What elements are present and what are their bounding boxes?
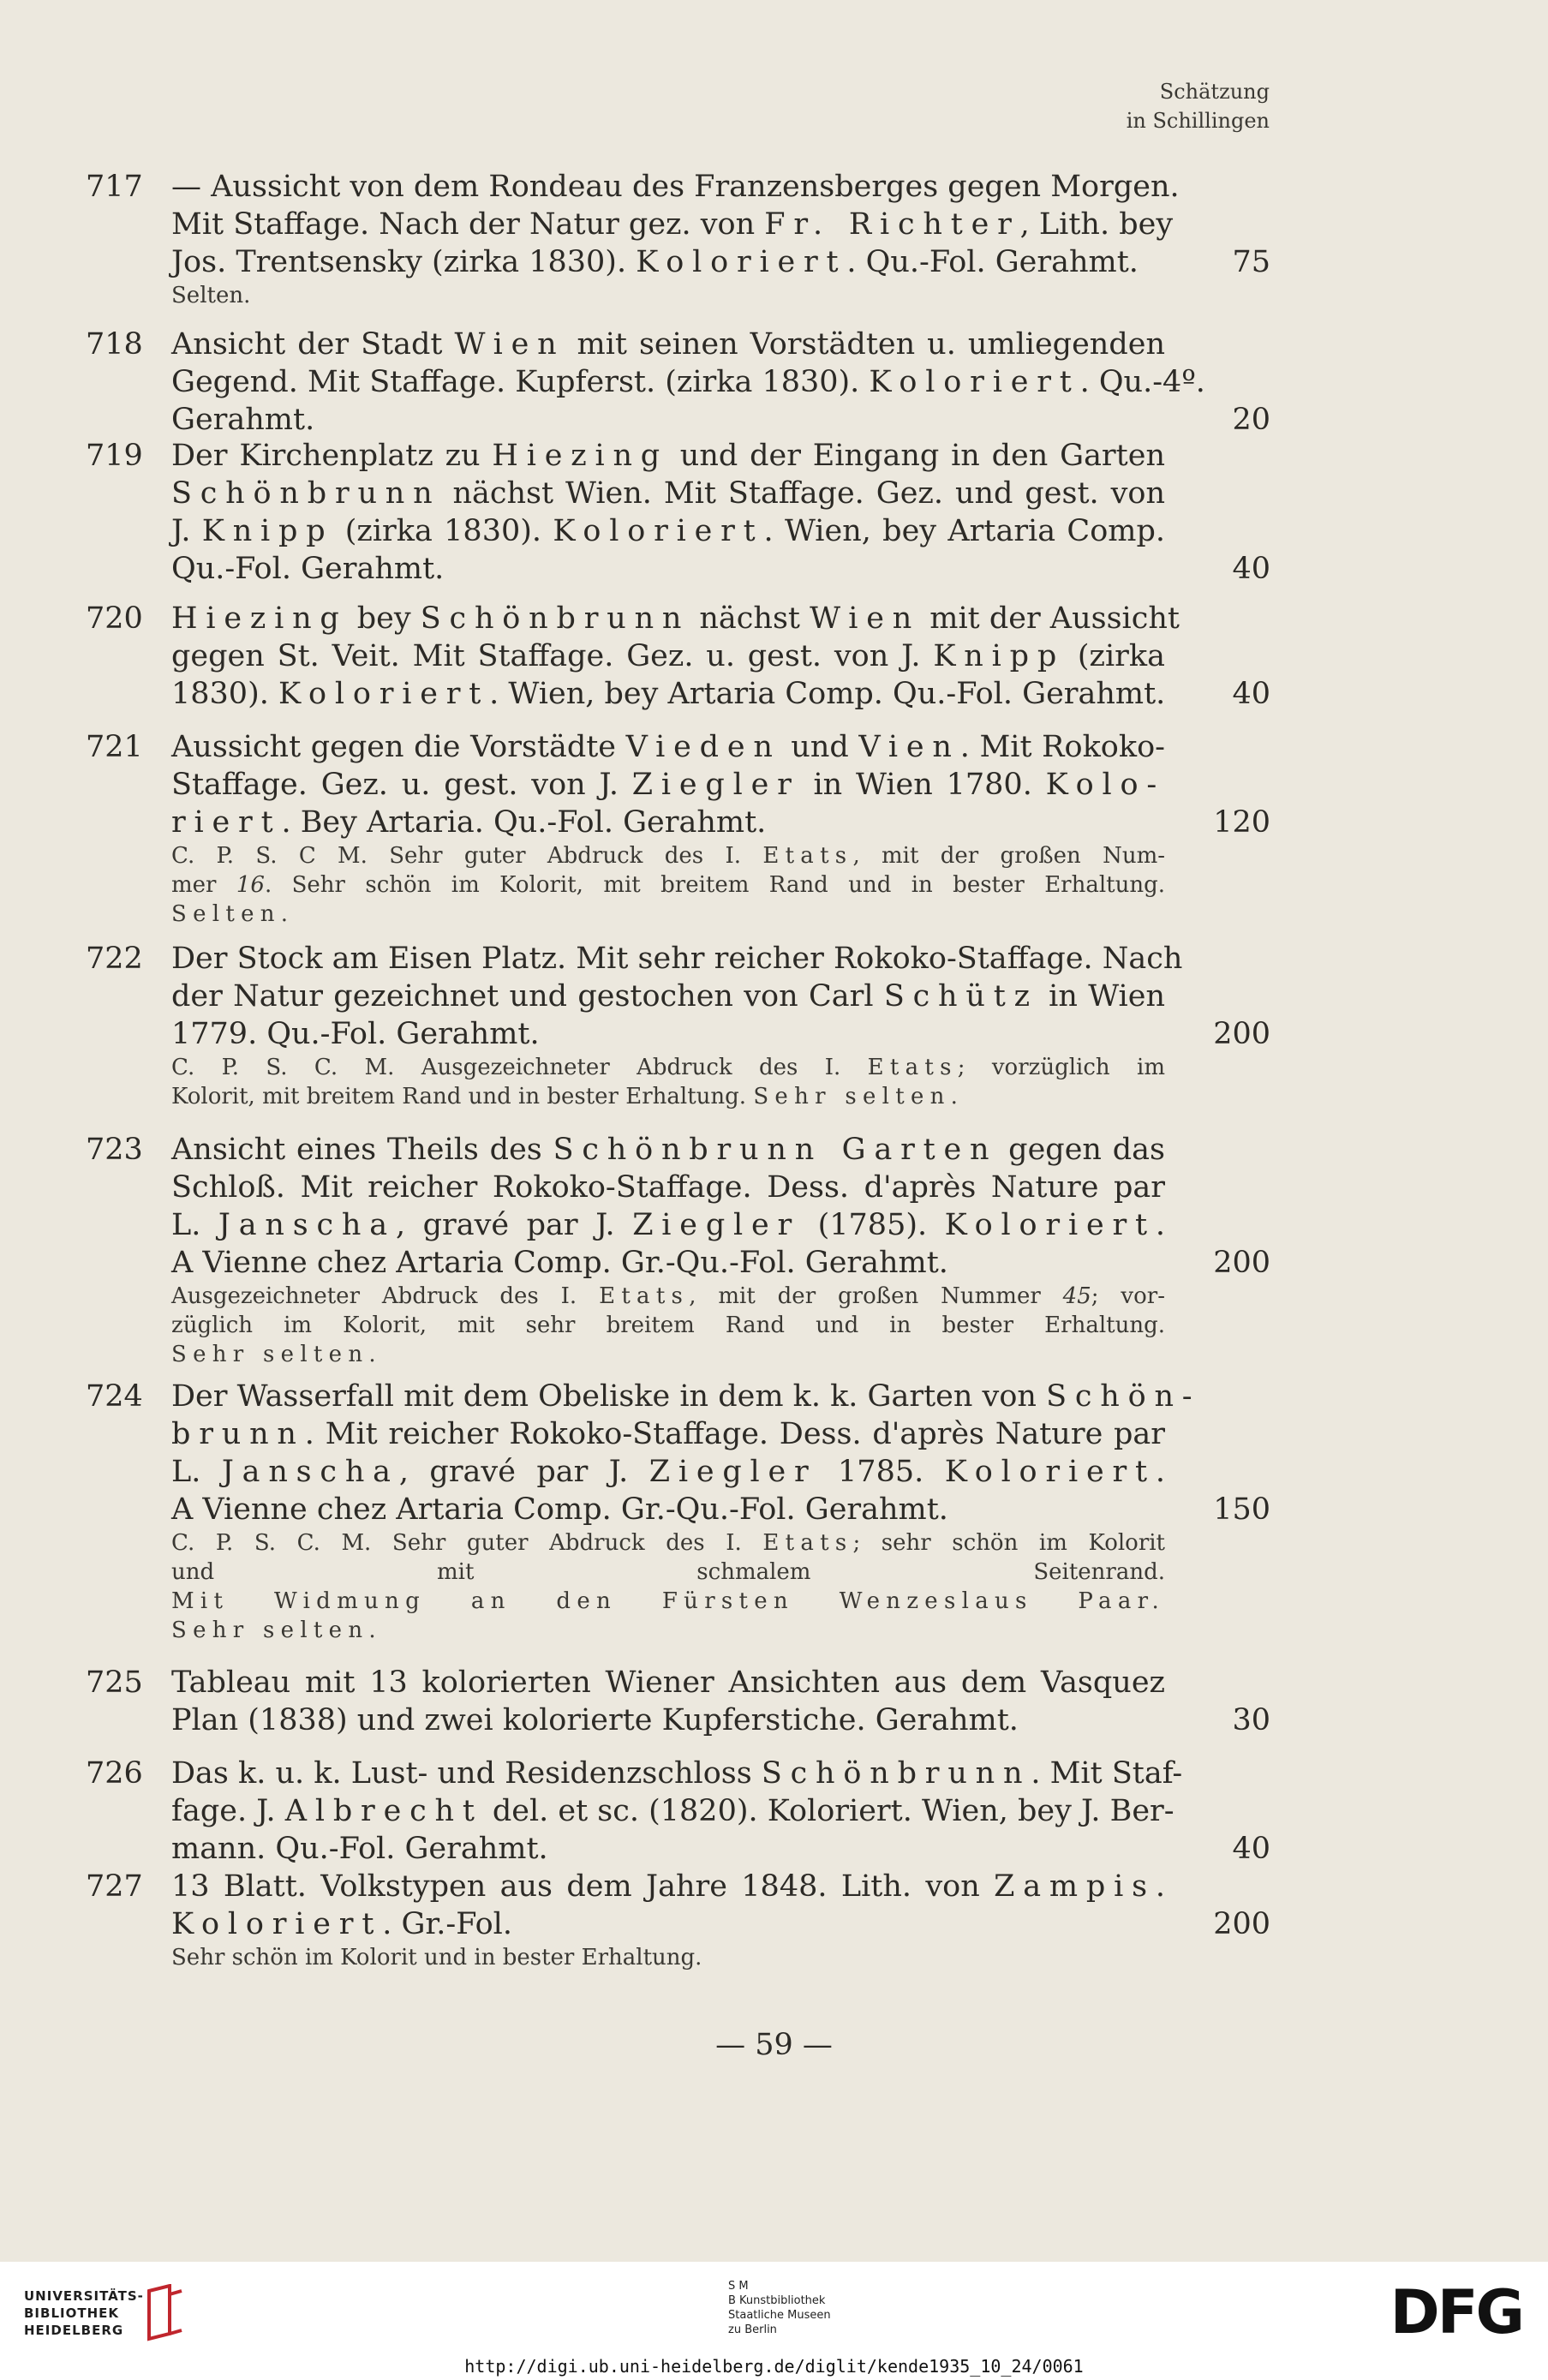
estimate-price: 150 (1213, 1492, 1270, 1527)
description-line (171, 1830, 1165, 1868)
text-segment: Koloriert (171, 1907, 383, 1941)
estimate-price: 200 (1213, 1017, 1270, 1051)
condition-note-line (171, 841, 1165, 870)
text-segment: Koloriert (944, 1208, 1156, 1242)
text-segment: Koloriert (553, 514, 764, 548)
entry-description (171, 1755, 1183, 1868)
note-segment: . Sehr schön im Kolorit, mit breitem Rand und in bester Erhaltung. (264, 872, 1166, 898)
price-column-header (1127, 77, 1270, 135)
text-segment: Wien (810, 601, 921, 636)
note-segment: Etats (762, 1530, 853, 1556)
note-segment: züglich im Kolorit, mit sehr breitem Rand und in bester Erhaltung. (171, 1313, 1165, 1338)
text-segment: gegen St. Veit. Mit Staffage. Gez. u. gest. von J. (171, 639, 934, 673)
condition-note-line (171, 870, 1165, 900)
text-segment: A Vienne chez Artaria Comp. Gr.-Qu.-Fol. Gerahmt. (171, 1492, 948, 1527)
text-segment: — Aussicht von dem Rondeau des Franzensberges gegen Morgen. (171, 170, 1180, 204)
text-segment: Koloriert (278, 677, 490, 711)
description-line (171, 1755, 1183, 1792)
uni-line-3: HEIDELBERG (24, 2323, 124, 2338)
description-line (171, 206, 1174, 243)
entry-description (171, 168, 1180, 310)
description-line (171, 675, 1165, 713)
description-line (171, 1415, 1165, 1453)
description-line (171, 1453, 1165, 1491)
text-segment: 1785. (816, 1455, 945, 1489)
description-line (171, 437, 1165, 475)
description-line (171, 512, 1165, 550)
text-segment: 13 Blatt. Volkstypen aus dem Jahre 1848. Lith. von (171, 1869, 995, 1904)
text-segment: Schönbrunn (171, 476, 441, 511)
text-segment: (zirka 1830). (333, 514, 553, 548)
text-segment: 1779. Qu.-Fol. Gerahmt. (171, 1017, 540, 1051)
description-line (171, 1378, 1201, 1415)
text-segment: Koloriert (636, 245, 847, 279)
note-segment: Etats (762, 843, 853, 869)
entry-number: 719 (86, 439, 143, 473)
text-segment: in Wien 1780. (799, 768, 1046, 802)
text-segment: in Wien (1037, 979, 1165, 1014)
digitization-footer (0, 2262, 1548, 2380)
header-line-1: Schätzung (1159, 80, 1270, 104)
description-line (171, 243, 1165, 281)
text-segment: Knipp (933, 639, 1066, 673)
text-segment: fage. J. (171, 1794, 285, 1828)
university-mark-icon (144, 2284, 187, 2344)
entry-number: 722 (86, 942, 143, 976)
condition-note-line (171, 1558, 1165, 1587)
text-segment: Jos. Trentsensky (zirka 1830). (171, 245, 637, 279)
entry-number: 726 (86, 1756, 143, 1791)
text-segment: und (780, 730, 859, 764)
note-segment: Sehr selten. (171, 1618, 382, 1643)
text-segment: . Wien, bey Artaria Comp. Qu.-Fol. Gerahmt. (489, 677, 1166, 711)
text-segment: . Qu.-4º. (1079, 365, 1205, 399)
estimate-price: 20 (1232, 403, 1270, 437)
note-segment: C. P. S. C. M. Sehr guter Abdruck des I. (171, 1530, 763, 1556)
description-line (171, 1206, 1165, 1244)
estimate-price: 40 (1232, 677, 1270, 711)
description-line (171, 766, 1165, 804)
note-segment: und mit schmalem Seitenrand. (171, 1559, 1165, 1585)
text-segment: riert (171, 805, 282, 840)
note-segment: 16 (236, 872, 265, 898)
note-segment: Kolorit, mit breitem Rand und in bester Erhaltung. (171, 1084, 754, 1109)
entry-description (171, 326, 1205, 439)
text-segment: A Vienne chez Artaria Comp. Gr.-Qu.-Fol. Gerahmt. (171, 1246, 948, 1280)
text-segment: bey (347, 601, 421, 636)
text-segment: , gravé par J. (395, 1208, 633, 1242)
text-segment: Zampis (994, 1869, 1156, 1904)
description-line (171, 1015, 1165, 1053)
text-segment: Gerahmt. (171, 403, 315, 437)
estimate-price: 75 (1232, 245, 1270, 279)
entry-description (171, 1664, 1165, 1739)
text-segment: Der Kirchenplatz zu (171, 439, 493, 473)
entry-number: 717 (86, 170, 143, 204)
entry-description (171, 600, 1180, 713)
text-segment: Schön- (1046, 1379, 1201, 1414)
text-segment: Vien (858, 730, 960, 764)
permalink-url[interactable]: http://digi.ub.uni-heidelberg.de/diglit/kende1935_10_24/0061 (464, 2356, 1084, 2377)
note-segment: ; vorzüglich im (957, 1055, 1165, 1080)
note-segment: Mit Widmung an den Fürsten Wenzeslaus Paar. (171, 1588, 1165, 1614)
entry-number: 718 (86, 327, 143, 362)
note-segment: Selten. (171, 283, 251, 308)
text-segment: Qu.-Fol. Gerahmt. (171, 552, 445, 586)
text-segment: del. et sc. (1820). Koloriert. Wien, bey J. Ber- (482, 1794, 1174, 1828)
estimate-price: 120 (1213, 805, 1270, 840)
description-line (171, 363, 1205, 401)
text-segment: mit seinen Vorstädten u. umliegenden (565, 327, 1165, 362)
entry-description (171, 1868, 1165, 1972)
text-segment: Aussicht gegen die Vorstädte (171, 730, 626, 764)
text-segment: mit der Aussicht (920, 601, 1180, 636)
text-segment: Ziegler (632, 1208, 801, 1242)
text-segment: Der Stock am Eisen Platz. Mit sehr reicher Rokoko-Staffage. Nach (171, 942, 1183, 976)
note-segment: mer (171, 872, 236, 898)
description-line (171, 550, 1165, 588)
description-line (171, 1868, 1165, 1905)
note-segment: , mit der großen Nummer (689, 1283, 1063, 1309)
text-segment: Mit Staffage. Nach der Natur gez. von (171, 207, 765, 242)
dfg-logo[interactable]: DFG (1390, 2277, 1522, 2347)
uni-line-1: UNIVERSITÄTS- (24, 2288, 144, 2304)
text-segment: . Gr.-Fol. (382, 1907, 512, 1941)
description-line (171, 978, 1165, 1015)
text-segment: Das k. u. k. Lust- und Residenzschloss (171, 1756, 762, 1791)
condition-note-line (171, 1943, 1165, 1972)
note-segment: C. P. S. C. M. Ausgezeichneter Abdruck des I. (171, 1055, 868, 1080)
entry-number: 721 (86, 730, 143, 764)
kunstbibliothek-logo[interactable] (728, 2279, 831, 2337)
note-segment: Selten. (171, 901, 295, 927)
note-segment: Etats (867, 1055, 958, 1080)
estimate-price: 30 (1232, 1703, 1270, 1737)
text-segment: . Bey Artaria. Qu.-Fol. Gerahmt. (281, 805, 767, 840)
condition-note-line (171, 900, 1165, 929)
description-line (171, 1131, 1165, 1169)
entry-number: 727 (86, 1869, 143, 1904)
kb-line-1: S M (728, 2280, 749, 2293)
text-segment: Hiezing (171, 601, 348, 636)
text-segment: . (1155, 1208, 1165, 1242)
text-segment: Albrecht (284, 1794, 483, 1828)
description-line (171, 637, 1165, 675)
description-line (171, 1792, 1174, 1830)
text-segment: brunn (171, 1417, 305, 1451)
text-segment: Ansicht der Stadt (171, 327, 455, 362)
condition-note-line (171, 1587, 1165, 1616)
note-segment: Sehr selten. (171, 1342, 382, 1367)
description-line (171, 728, 1165, 766)
text-segment: Ansicht eines Theils des (171, 1133, 553, 1167)
text-segment: Kolo- (1045, 768, 1166, 802)
entry-description (171, 728, 1165, 929)
note-segment: C. P. S. C M. Sehr guter Abdruck des I. (171, 843, 763, 869)
description-line (171, 1905, 1165, 1943)
text-segment: Hiezing (492, 439, 668, 473)
text-segment: und der Eingang in den Garten (667, 439, 1165, 473)
text-segment: . Mit reicher Rokoko-Staffage. Dess. d'après Nature par (304, 1417, 1165, 1451)
note-segment: ; sehr schön im Kolorit (852, 1530, 1166, 1556)
condition-note-line (171, 1311, 1165, 1340)
text-segment: . Mit Staf- (1031, 1756, 1183, 1791)
text-segment: Vieden (625, 730, 781, 764)
text-segment: Koloriert (944, 1455, 1156, 1489)
note-segment: ; vor- (1091, 1283, 1165, 1309)
kb-line-2: B Kunstbibliothek (728, 2294, 826, 2307)
text-segment: J. (171, 514, 202, 548)
condition-note-line (171, 1282, 1165, 1311)
text-segment: Tableau mit 13 kolorierten Wiener Ansichten aus dem Vasquez (171, 1665, 1165, 1700)
entry-number: 725 (86, 1665, 143, 1700)
text-segment: Schönbrunn Garten (553, 1133, 998, 1167)
description-line (171, 1701, 1165, 1739)
uni-line-2: BIBLIOTHEK (24, 2305, 119, 2321)
estimate-price: 200 (1213, 1246, 1270, 1280)
text-segment: (zirka (1065, 639, 1165, 673)
condition-note-line (171, 1082, 1165, 1111)
description-line (171, 940, 1183, 978)
description-line (171, 1664, 1165, 1701)
text-segment: Janscha (221, 1455, 399, 1489)
text-segment: mann. Qu.-Fol. Gerahmt. (171, 1832, 548, 1866)
note-segment: Etats (599, 1283, 690, 1309)
text-segment: nächst Wien. Mit Staffage. Gez. und gest. von (440, 476, 1165, 511)
text-segment: Fr. Richter (764, 207, 1020, 242)
text-segment: Knipp (201, 514, 334, 548)
description-line (171, 600, 1180, 637)
text-segment: , gravé par J. (398, 1455, 649, 1489)
note-segment: , mit der großen Num- (852, 843, 1166, 869)
text-segment: nächst (690, 601, 810, 636)
text-segment: . (1155, 1869, 1165, 1904)
text-segment: . Mit Rokoko- (959, 730, 1165, 764)
text-segment: Schloß. Mit reicher Rokoko-Staffage. Dess. d'après Nature par (171, 1170, 1165, 1205)
text-segment: . (1155, 1455, 1166, 1489)
text-segment: , Lith. bey (1019, 207, 1174, 242)
header-line-2: in Schillingen (1126, 109, 1270, 133)
text-segment: gegen das (997, 1133, 1165, 1167)
text-segment: Schönbrunn (420, 601, 690, 636)
note-segment: Sehr schön im Kolorit und in bester Erhaltung. (171, 1945, 702, 1970)
text-segment: 1830). (171, 677, 278, 711)
condition-note-line (171, 1340, 1165, 1369)
text-segment: der Natur gezeichnet und gestochen von Carl (171, 979, 884, 1014)
text-segment: Schütz (883, 979, 1038, 1014)
condition-note-line (171, 281, 1165, 310)
description-line (171, 326, 1165, 363)
text-segment: Wien (454, 327, 565, 362)
estimate-price: 40 (1232, 552, 1270, 586)
note-segment: Ausgezeichneter Abdruck des I. (171, 1283, 600, 1309)
entry-number: 723 (86, 1133, 143, 1167)
description-line (171, 1491, 1165, 1528)
condition-note-line (171, 1053, 1165, 1082)
description-line (171, 168, 1180, 206)
description-line (171, 804, 1165, 841)
description-line (171, 1244, 1165, 1282)
text-segment: Janscha (218, 1208, 396, 1242)
text-segment: Der Wasserfall mit dem Obeliske in dem k. k. Garten von (171, 1379, 1047, 1414)
condition-note-line (171, 1528, 1165, 1558)
entry-description (171, 1378, 1201, 1645)
entry-description (171, 1131, 1165, 1369)
text-segment: Ziegler (648, 1455, 817, 1489)
description-line (171, 475, 1165, 512)
entry-description (171, 940, 1183, 1111)
entry-number: 720 (86, 601, 143, 636)
entry-number: 724 (86, 1379, 143, 1414)
text-segment: . Wien, bey Artaria Comp. (763, 514, 1165, 548)
description-line (171, 1169, 1165, 1206)
entry-description (171, 437, 1165, 588)
text-segment: Gegend. Mit Staffage. Kupferst. (zirka 1830). (171, 365, 870, 399)
text-segment: Staffage. Gez. u. gest. von J. (171, 768, 632, 802)
description-line (171, 401, 1165, 439)
note-segment: Sehr selten. (753, 1084, 965, 1109)
page-number: — 59 — (715, 2028, 833, 2062)
university-library-logo[interactable] (24, 2287, 144, 2339)
text-segment: . Qu.-Fol. Gerahmt. (846, 245, 1139, 279)
estimate-price: 200 (1213, 1907, 1270, 1941)
note-segment: 45 (1062, 1283, 1091, 1309)
text-segment: Ziegler (631, 768, 800, 802)
text-segment: L. (171, 1208, 218, 1242)
text-segment: (1785). (800, 1208, 945, 1242)
text-segment: L. (171, 1455, 222, 1489)
estimate-price: 40 (1232, 1832, 1270, 1866)
condition-note-line (171, 1616, 1165, 1645)
kb-line-4: zu Berlin (728, 2323, 777, 2336)
text-segment: Koloriert (869, 365, 1080, 399)
text-segment: Plan (1838) und zwei kolorierte Kupferstiche. Gerahmt. (171, 1703, 1019, 1737)
text-segment: Schönbrunn (761, 1756, 1031, 1791)
kb-line-3: Staatliche Museen (728, 2309, 831, 2322)
